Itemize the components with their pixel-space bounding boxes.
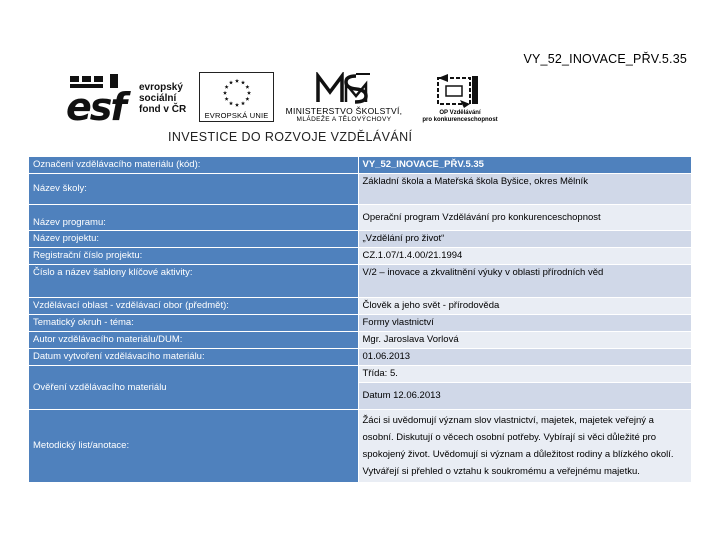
row-label: Vzdělávací oblast - vzdělávací obor (předmět):: [29, 297, 358, 314]
esf-line-2: sociální: [139, 93, 177, 104]
row-value: Třída: 5.: [358, 365, 691, 382]
op-mark-icon: [434, 72, 482, 108]
row-value: „Vzdělání pro život“: [358, 230, 691, 247]
row-value: Operační program Vzdělávání pro konkurenceschopnost: [358, 204, 691, 230]
esf-line-1: evropský: [139, 82, 183, 93]
table-row: [29, 204, 691, 230]
table-row: [29, 173, 691, 204]
op-caption: [414, 110, 506, 124]
row-label: Tematický okruh - téma:: [29, 314, 358, 331]
row-value: Žáci si uvědomují význam slov vlastnictví, majetek, majetek veřejný a osobní. Diskutují o věcech osobní potřeby. Vybírají si věci důležité pro spokojený život. Uvědomují si význam a důležitost rodiny a blízkého okolí. Vytvářejí si přehled o vztahu k soukromému a veřejnému majetku.: [358, 409, 691, 482]
info-table: [29, 157, 691, 483]
esf-line-3: fond v ČR: [139, 104, 187, 115]
row-label: Název projektu:: [29, 230, 358, 247]
esf-mark-text: esf: [66, 85, 125, 122]
row-label: Datum vytvoření vzdělávacího materiálu:: [29, 348, 358, 365]
row-value-2: Datum 12.06.2013: [358, 382, 691, 409]
document-code: VY_52_INOVACE_PŘV.5.35: [523, 52, 687, 66]
eu-flag-icon: [208, 76, 266, 110]
op-line-2: pro konkurenceschopnost: [422, 117, 498, 123]
row-label: Číslo a název šablony klíčové aktivity:: [29, 264, 358, 297]
table-row: [29, 230, 691, 247]
row-value: Základní škola a Mateřská škola Byšice, okres Mělník: [358, 173, 691, 204]
table-row: [29, 365, 691, 382]
table-row: [29, 409, 691, 482]
table-row: [29, 157, 691, 173]
row-label: Autor vzdělávacího materiálu/DUM:: [29, 331, 358, 348]
row-value: CZ.1.07/1.4.00/21.1994: [358, 247, 691, 264]
table-row: [29, 264, 691, 297]
row-value: 01.06.2013: [358, 348, 691, 365]
table-row: [29, 348, 691, 365]
row-value: Člověk a jeho svět - přírodověda: [358, 297, 691, 314]
table-row: [29, 247, 691, 264]
msmt-line-2: MLÁDEŽE A TĚLOVÝCHOVY: [296, 116, 392, 123]
eu-logo: [199, 72, 274, 122]
esf-mark-icon: [66, 74, 136, 122]
row-value: Mgr. Jaroslava Vorlová: [358, 331, 691, 348]
row-label: Metodický list/anotace:: [29, 409, 358, 482]
table-row: [29, 331, 691, 348]
esf-logo: [66, 72, 196, 124]
table-row: [29, 314, 691, 331]
row-label: Název programu:: [29, 204, 358, 230]
row-label: Název školy:: [29, 173, 358, 204]
row-value: V/2 – inovace a zkvalitnění výuky v oblasti přírodních věd: [358, 264, 691, 297]
table-row: [29, 297, 691, 314]
op-line-1: OP Vzdělávání: [439, 110, 481, 116]
msmt-line-1: MINISTERSTVO ŠKOLSTVÍ,: [285, 106, 403, 116]
esf-caption: [139, 82, 186, 115]
msmt-logo: [280, 72, 408, 128]
op-logo: [414, 72, 506, 128]
row-value: Formy vlastnictví: [358, 314, 691, 331]
row-label: Registrační číslo projektu:: [29, 247, 358, 264]
slogan: INVESTICE DO ROZVOJE VZDĚLÁVÁNÍ: [168, 130, 413, 144]
row-label: Označení vzdělávacího materiálu (kód):: [29, 157, 358, 173]
eu-label: EVROPSKÁ UNIE: [204, 111, 269, 120]
row-value: VY_52_INOVACE_PŘV.5.35: [358, 157, 691, 173]
logo-strip: [66, 72, 506, 146]
msmt-mark-icon: [316, 72, 372, 104]
row-label: Ověření vzdělávacího materiálu: [29, 365, 358, 409]
